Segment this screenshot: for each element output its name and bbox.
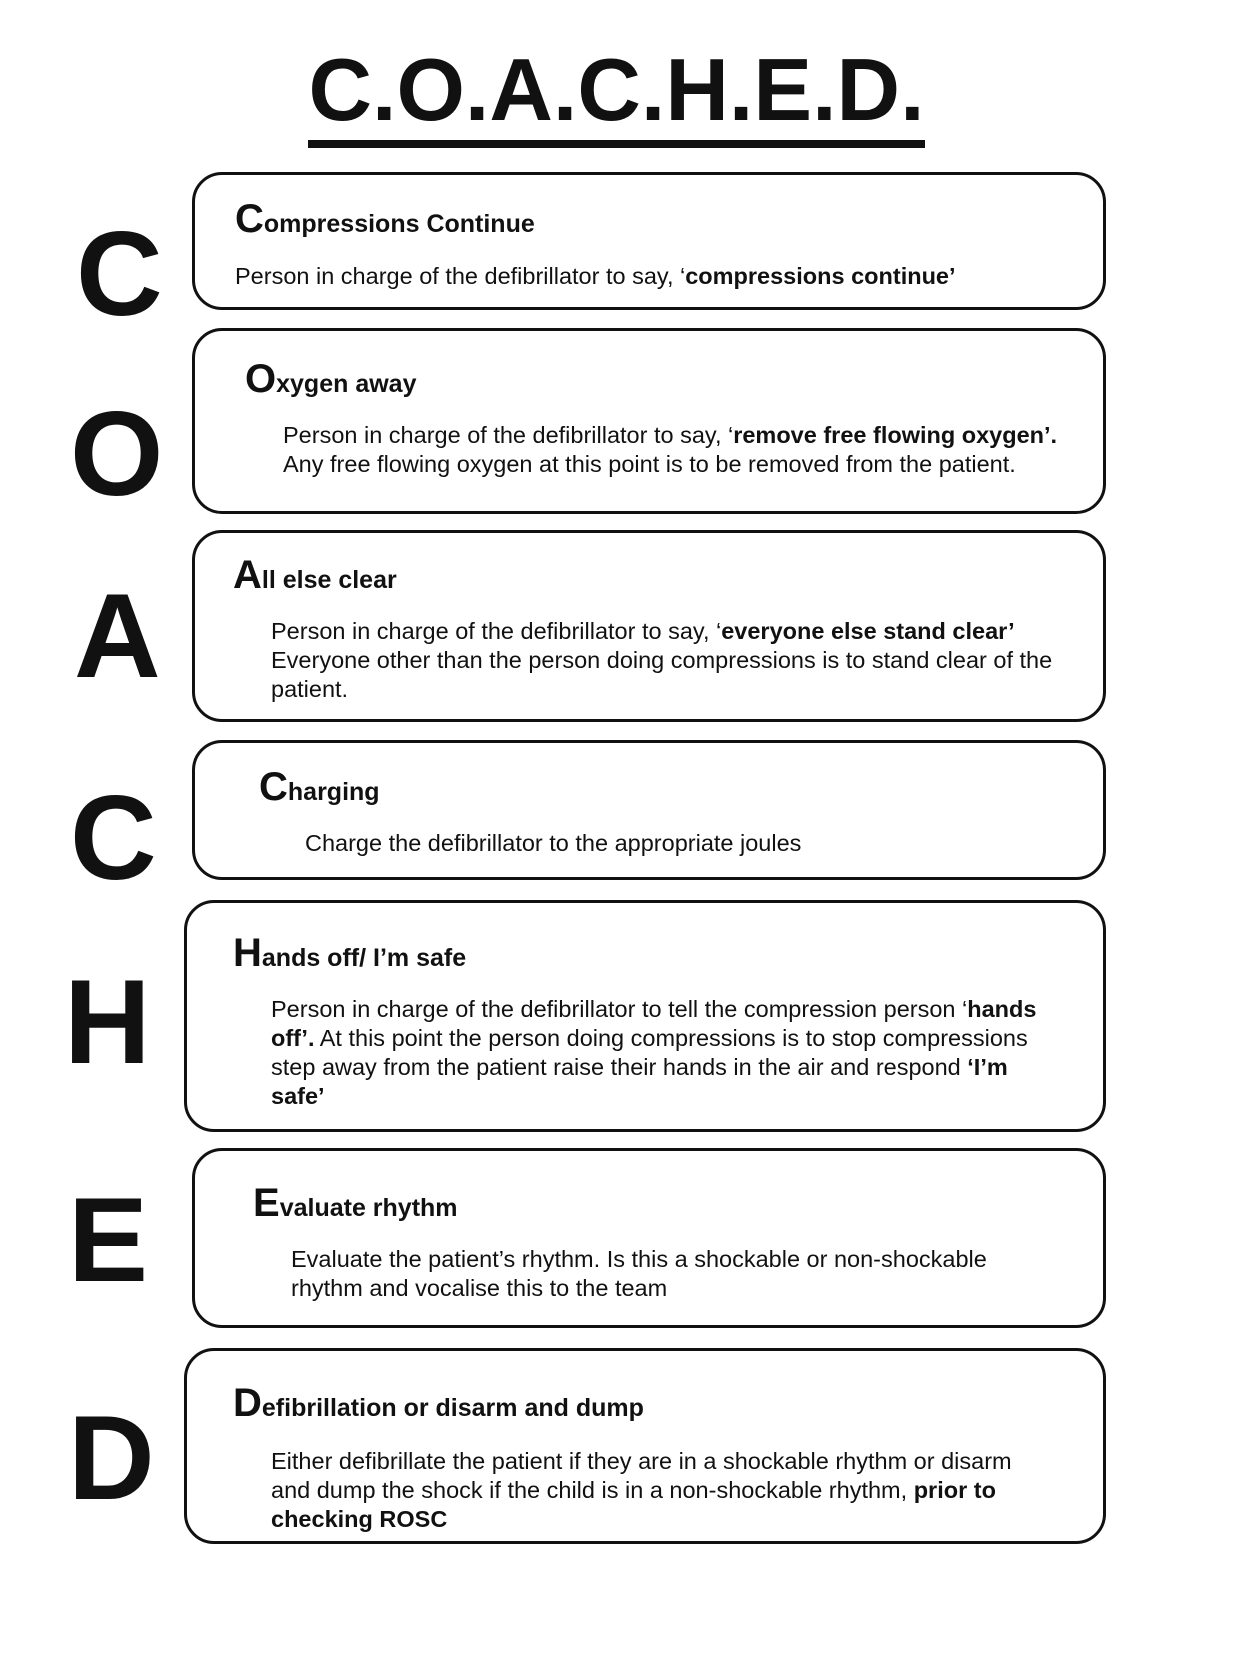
step-heading-initial: O — [245, 357, 277, 401]
step-card-oxygen — [192, 328, 1106, 514]
step-text: At this point the person doing compressions is to stop compressions step away from the patient raise their hands in the air and respond — [271, 1025, 1028, 1080]
step-description — [235, 262, 1075, 291]
step-text: Person in charge of the defibrillator to tell the compression person ‘ — [271, 996, 968, 1022]
step-text: Person in charge of the defibrillator to say, ‘ — [235, 263, 686, 289]
step-heading-initial: A — [233, 553, 262, 597]
step-card-evaluate — [192, 1148, 1106, 1328]
acronym-letter-h: H — [64, 955, 151, 1089]
acronym-letter-o: O — [70, 387, 164, 521]
step-text-bold: compressions continue’ — [685, 263, 956, 289]
acronym-letter-d: D — [68, 1391, 155, 1525]
step-heading-rest: ompressions Continue — [263, 210, 535, 238]
step-heading-rest: valuate rhythm — [279, 1194, 458, 1222]
step-text: Everyone other than the person doing compressions is to stand clear of the patient. — [271, 647, 1053, 702]
acronym-letter-e: E — [68, 1173, 149, 1307]
step-text-bold: prior to checking ROSC — [271, 1477, 996, 1532]
step-card-compressions — [192, 172, 1106, 310]
step-text: Evaluate the patient’s rhythm. Is this a shockable or non-shockable rhythm and vocalise this to the team — [291, 1246, 987, 1301]
step-text-bold: remove free flowing oxygen’. — [733, 422, 1058, 448]
step-heading-initial: C — [235, 197, 264, 241]
step-heading-initial: E — [253, 1181, 280, 1225]
step-card-all-clear — [192, 530, 1106, 722]
step-text-bold: everyone else stand clear’ — [721, 618, 1015, 644]
step-description — [291, 1245, 1031, 1303]
step-card-charging — [192, 740, 1106, 880]
acronym-letter-c: C — [76, 207, 163, 341]
step-heading-rest: harging — [287, 778, 380, 806]
step-description — [271, 1447, 1046, 1534]
step-heading — [259, 767, 380, 807]
step-text-bold: hands off’. — [271, 996, 1037, 1051]
step-heading-initial: C — [259, 765, 288, 809]
step-heading-rest: ll else clear — [261, 566, 397, 594]
page-title-text: C.O.A.C.H.E.D. — [308, 46, 924, 148]
page-title — [0, 40, 1233, 148]
step-text: Either defibrillate the patient if they are in a shockable rhythm or disarm and dump the shock if the child is in a non-shockable rhythm, — [271, 1448, 1012, 1503]
step-card-defibrillation — [184, 1348, 1106, 1544]
step-text: Person in charge of the defibrillator to say, ‘ — [271, 618, 722, 644]
step-heading — [233, 1383, 644, 1423]
step-heading-rest: ands off/ I’m safe — [261, 944, 467, 972]
step-description — [271, 995, 1061, 1111]
acronym-letter-c-2: C — [70, 771, 157, 905]
step-heading — [233, 933, 466, 973]
step-text: Any free flowing oxygen at this point is to be removed from the patient. — [283, 451, 1016, 477]
step-heading — [233, 555, 397, 595]
step-description — [283, 421, 1093, 479]
step-heading — [253, 1183, 458, 1223]
step-description — [271, 617, 1071, 704]
step-text: Person in charge of the defibrillator to say, ‘ — [283, 422, 734, 448]
step-heading-rest: efibrillation or disarm and dump — [261, 1394, 644, 1422]
step-heading-initial: H — [233, 931, 262, 975]
step-heading — [245, 359, 416, 399]
step-text: Charge the defibrillator to the appropriate joules — [305, 830, 802, 856]
step-heading-rest: xygen away — [276, 370, 417, 398]
step-text-bold: ‘I’m safe’ — [271, 1054, 1008, 1109]
step-card-hands-off — [184, 900, 1106, 1132]
step-heading — [235, 199, 535, 239]
step-heading-initial: D — [233, 1381, 262, 1425]
acronym-letter-a: A — [74, 569, 161, 703]
step-description — [305, 829, 1085, 858]
